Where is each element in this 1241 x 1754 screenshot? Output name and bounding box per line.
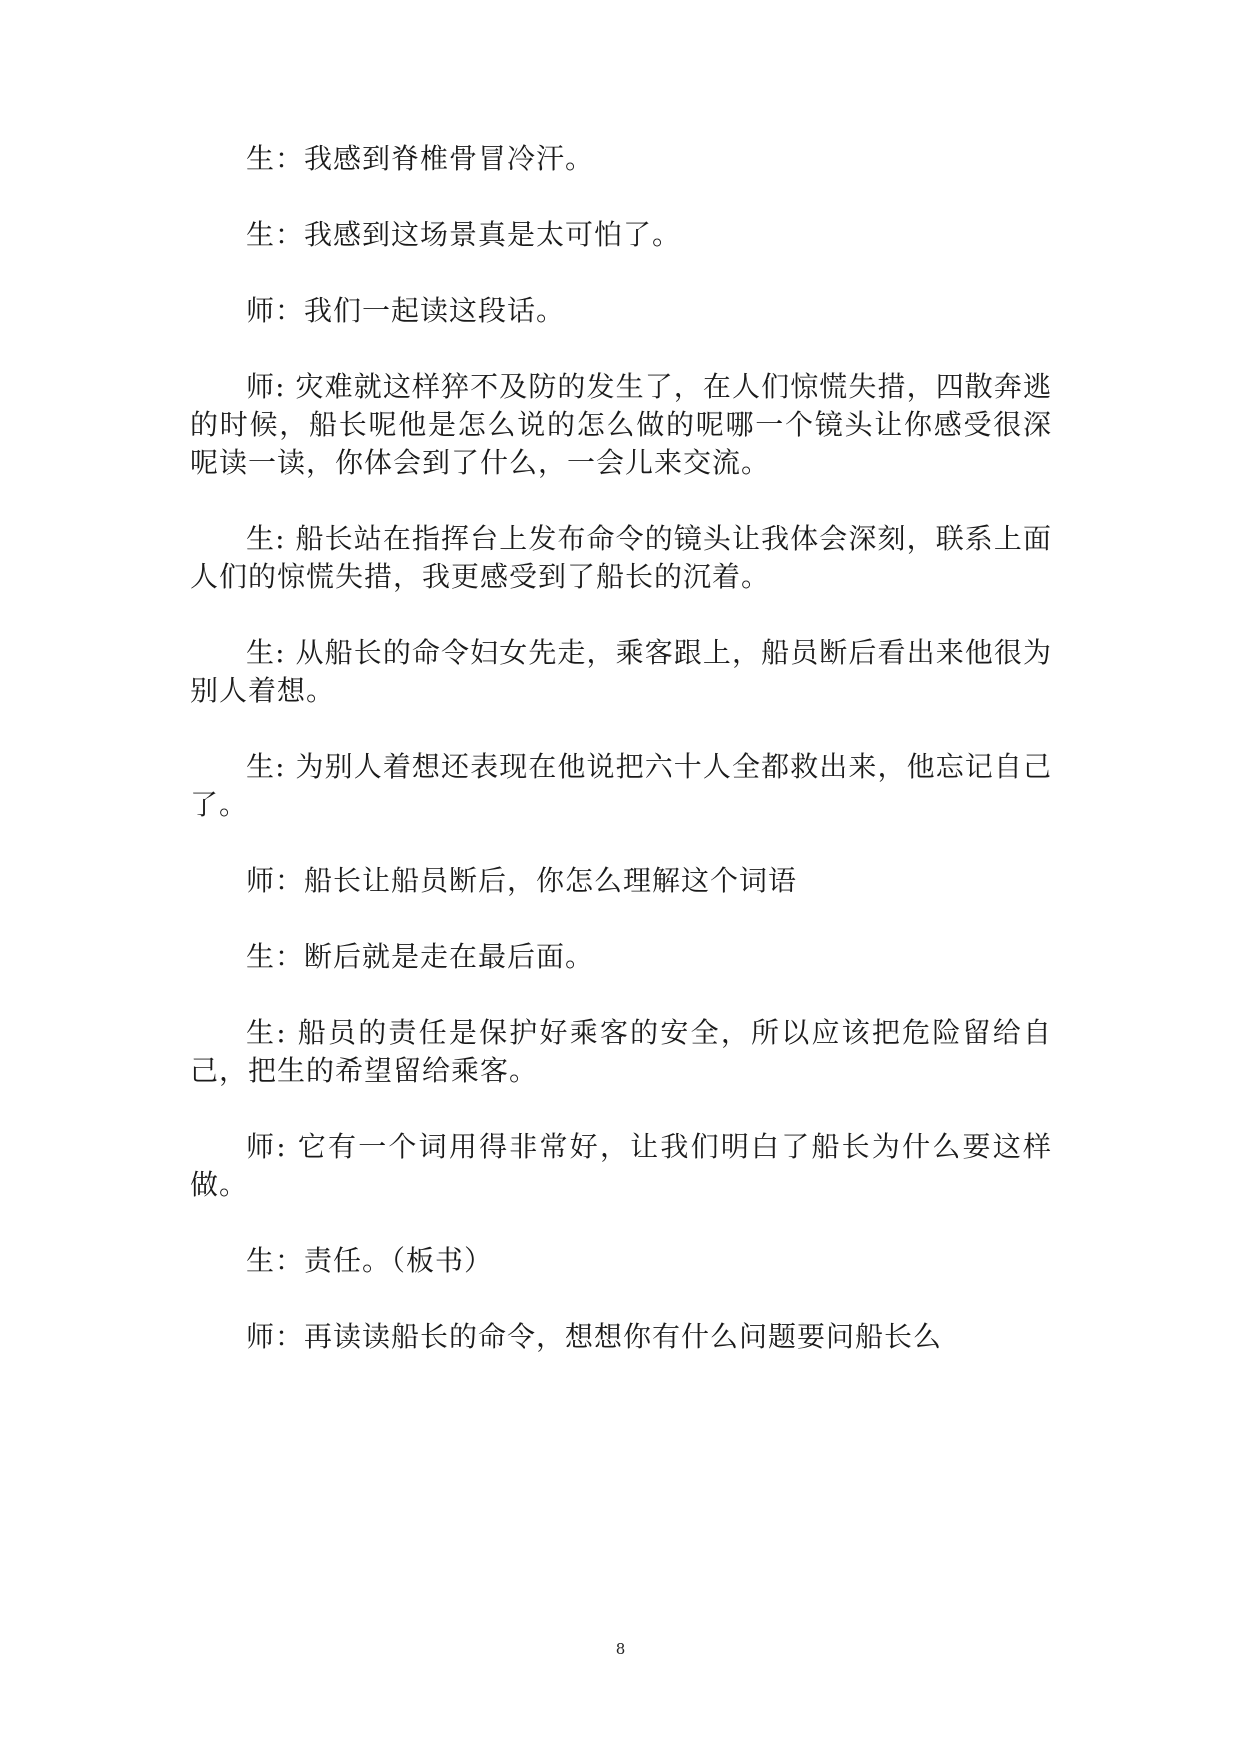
paragraph: 师: 它有一个词用得非常好，让我们明白了船长为什么要这样做。 xyxy=(190,1130,1052,1201)
paragraph: 师：我们一起读这段话。 xyxy=(246,294,566,327)
paragraph: 生：我感到脊椎骨冒冷汗。 xyxy=(246,142,595,175)
paragraph: 师：再读读船长的命令，想想你有什么问题要问船长么 xyxy=(246,1320,943,1353)
paragraph: 生：我感到这场景真是太可怕了。 xyxy=(246,218,682,251)
paragraph: 生: 船长站在指挥台上发布命令的镜头让我体会深刻，联系上面人们的惊慌失措，我更感受到了船长的沉着。 xyxy=(190,522,1052,593)
page-number: 8 xyxy=(615,1640,626,1658)
paragraph: 生: 船员的责任是保护好乘客的安全，所以应该把危险留给自己，把生的希望留给乘客。 xyxy=(190,1016,1052,1087)
paragraph: 生：断后就是走在最后面。 xyxy=(246,940,595,973)
body-text xyxy=(190,140,1052,1394)
paragraph: 生: 为别人着想还表现在他说把六十人全都救出来，他忘记自己了。 xyxy=(190,750,1052,821)
paragraph: 生: 从船长的命令妇女先走，乘客跟上，船员断后看出来他很为别人着想。 xyxy=(190,636,1052,707)
paragraph: 师: 灾难就这样猝不及防的发生了，在人们惊慌失措，四散奔逃的时候，船长呢他是怎么说的怎么做的呢哪一个镜头让你感受很深呢读一读，你体会到了什么，一会儿来交流。 xyxy=(190,370,1052,479)
paragraph: 生：责任。（板书） xyxy=(246,1244,494,1277)
paragraph: 师：船长让船员断后，你怎么理解这个词语 xyxy=(246,864,798,897)
